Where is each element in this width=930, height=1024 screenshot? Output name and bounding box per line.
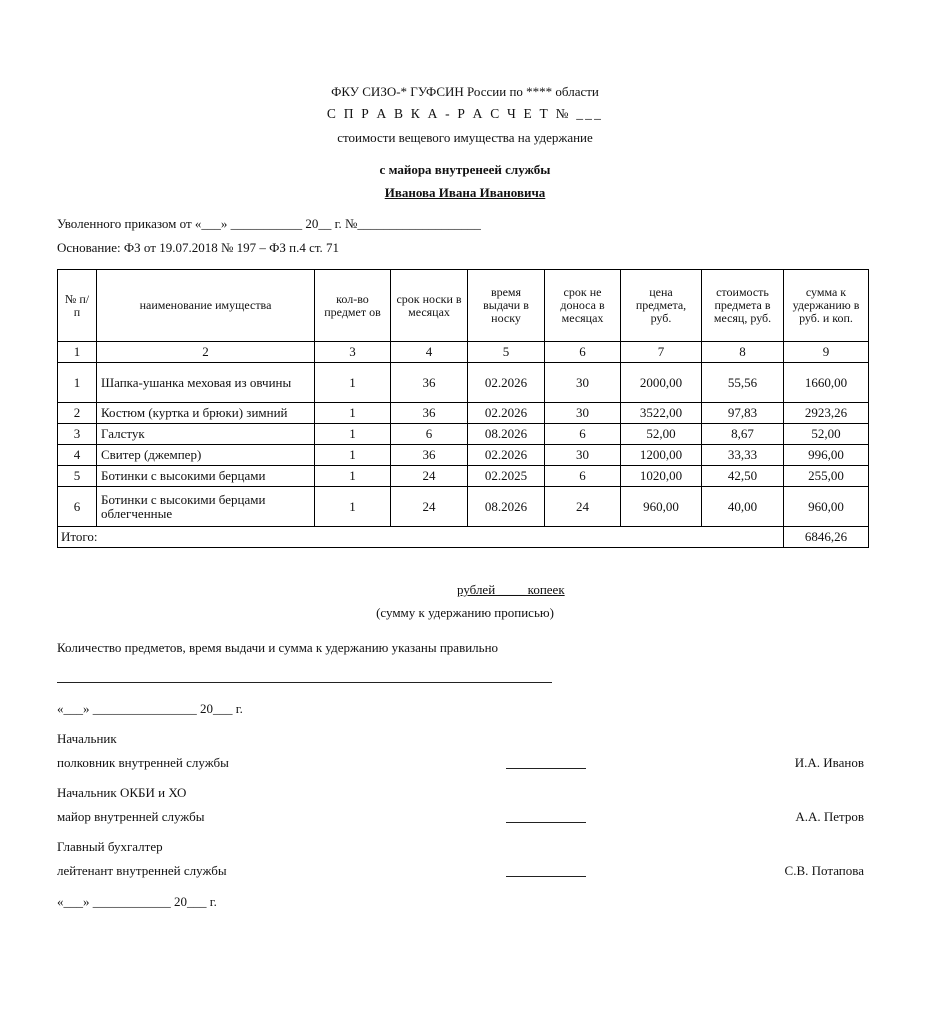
table-header-row <box>58 270 869 342</box>
sum-words-currency: рублей ____ копеек <box>457 582 565 597</box>
cell-quantity: 1 <box>315 487 391 527</box>
cell-wear-period: 36 <box>391 403 468 424</box>
column-number: 5 <box>468 342 545 363</box>
col-header-wear-period: срок носки в месяцах <box>391 270 468 342</box>
column-number: 7 <box>621 342 702 363</box>
cell-item-name: Ботинки с высокими берцами облегченные <box>97 487 315 527</box>
cell-issue-date: 08.2026 <box>468 487 545 527</box>
cell-deduction-sum: 960,00 <box>784 487 869 527</box>
cell-quantity: 1 <box>315 445 391 466</box>
cell-remaining-period: 24 <box>545 487 621 527</box>
cell-number: 6 <box>58 487 97 527</box>
cell-number: 3 <box>58 424 97 445</box>
signatory-name: С.В. Потапова <box>784 863 864 878</box>
signatory-rank: лейтенант внутренней службы <box>57 863 227 878</box>
cell-monthly-cost: 42,50 <box>702 466 784 487</box>
cell-price: 960,00 <box>621 487 702 527</box>
property-table <box>57 269 869 548</box>
total-row <box>58 527 869 548</box>
cell-price: 52,00 <box>621 424 702 445</box>
col-header-name: наименование имущества <box>97 270 315 342</box>
cell-quantity: 1 <box>315 403 391 424</box>
cell-quantity: 1 <box>315 363 391 403</box>
cell-item-name: Свитер (джемпер) <box>97 445 315 466</box>
col-header-number: № п/ п <box>58 270 97 342</box>
cell-remaining-period: 30 <box>545 403 621 424</box>
date-line-2: «___» ____________ 20___ г. <box>57 894 217 909</box>
column-number: 6 <box>545 342 621 363</box>
total-label: Итого: <box>58 527 784 548</box>
cell-remaining-period: 6 <box>545 466 621 487</box>
cell-monthly-cost: 8,67 <box>702 424 784 445</box>
cell-deduction-sum: 255,00 <box>784 466 869 487</box>
cell-monthly-cost: 40,00 <box>702 487 784 527</box>
table-row <box>58 403 869 424</box>
cell-number: 2 <box>58 403 97 424</box>
cell-monthly-cost: 33,33 <box>702 445 784 466</box>
signatory-rank: полковник внутренней службы <box>57 755 229 770</box>
cell-wear-period: 24 <box>391 487 468 527</box>
cell-issue-date: 08.2026 <box>468 424 545 445</box>
dismissal-order-line: Уволенного приказом от «___» ___________ 20__ г. №___________________ <box>57 216 481 231</box>
cell-number: 4 <box>58 445 97 466</box>
cell-price: 1020,00 <box>621 466 702 487</box>
col-header-price: цена предмета, руб. <box>621 270 702 342</box>
col-header-quantity: кол-во предмет ов <box>315 270 391 342</box>
cell-price: 2000,00 <box>621 363 702 403</box>
legal-basis-line: Основание: ФЗ от 19.07.2018 № 197 – ФЗ п.4 ст. 71 <box>57 240 340 255</box>
cell-issue-date: 02.2025 <box>468 466 545 487</box>
col-header-monthly-cost: стоимость предмета в месяц, руб. <box>702 270 784 342</box>
total-value: 6846,26 <box>784 527 869 548</box>
sum-in-words-caption: (сумму к удержанию прописью) <box>376 605 554 620</box>
signature-line <box>506 876 586 877</box>
column-number: 2 <box>97 342 315 363</box>
cell-monthly-cost: 97,83 <box>702 403 784 424</box>
col-header-remaining-period: срок не доноса в месяцах <box>545 270 621 342</box>
confirmation-text: Количество предметов, время выдачи и сумма к удержанию указаны правильно <box>57 640 499 655</box>
signatory-name: А.А. Петров <box>795 809 864 824</box>
cell-monthly-cost: 55,56 <box>702 363 784 403</box>
cell-item-name: Галстук <box>97 424 315 445</box>
cell-number: 1 <box>58 363 97 403</box>
column-number-row <box>58 342 869 363</box>
column-number: 4 <box>391 342 468 363</box>
cell-item-name: Костюм (куртка и брюки) зимний <box>97 403 315 424</box>
signatory-title: Начальник <box>57 731 117 746</box>
cell-price: 1200,00 <box>621 445 702 466</box>
cell-deduction-sum: 52,00 <box>784 424 869 445</box>
cell-quantity: 1 <box>315 424 391 445</box>
column-number: 1 <box>58 342 97 363</box>
column-number: 9 <box>784 342 869 363</box>
cell-deduction-sum: 2923,26 <box>784 403 869 424</box>
document-subtitle: стоимости вещевого имущества на удержание <box>337 130 593 145</box>
deduction-from: с майора внутренеей службы <box>379 162 551 177</box>
signatory-name: И.А. Иванов <box>794 755 864 770</box>
cell-issue-date: 02.2026 <box>468 445 545 466</box>
table-row <box>58 363 869 403</box>
signature-line <box>506 768 586 769</box>
person-name: Иванова Ивана Ивановича <box>384 185 546 200</box>
cell-wear-period: 24 <box>391 466 468 487</box>
table-row <box>58 424 869 445</box>
cell-wear-period: 36 <box>391 363 468 403</box>
cell-deduction-sum: 996,00 <box>784 445 869 466</box>
column-number: 3 <box>315 342 391 363</box>
confirmation-signature-line <box>57 682 552 683</box>
cell-wear-period: 36 <box>391 445 468 466</box>
cell-item-name: Шапка-ушанка меховая из овчины <box>97 363 315 403</box>
cell-item-name: Ботинки с высокими берцами <box>97 466 315 487</box>
table-row <box>58 445 869 466</box>
cell-quantity: 1 <box>315 466 391 487</box>
document-title: С П Р А В К А - Р А С Ч Е Т № ___ <box>326 106 604 121</box>
column-number: 8 <box>702 342 784 363</box>
signatory-title: Главный бухгалтер <box>57 839 163 854</box>
cell-issue-date: 02.2026 <box>468 363 545 403</box>
col-header-issue-date: время выдачи в носку <box>468 270 545 342</box>
cell-price: 3522,00 <box>621 403 702 424</box>
sum-in-words-line <box>57 582 565 598</box>
cell-wear-period: 6 <box>391 424 468 445</box>
date-line-1: «___» ________________ 20___ г. <box>57 701 243 716</box>
cell-deduction-sum: 1660,00 <box>784 363 869 403</box>
cell-remaining-period: 6 <box>545 424 621 445</box>
signatory-title: Начальник ОКБИ и ХО <box>57 785 187 800</box>
cell-issue-date: 02.2026 <box>468 403 545 424</box>
col-header-deduction-sum: сумма к удержанию в руб. и коп. <box>784 270 869 342</box>
signature-line <box>506 822 586 823</box>
signatory-rank: майор внутренней службы <box>57 809 205 824</box>
cell-remaining-period: 30 <box>545 363 621 403</box>
cell-remaining-period: 30 <box>545 445 621 466</box>
table-row <box>58 487 869 527</box>
organization-name: ФКУ СИЗО-* ГУФСИН России по **** области <box>331 84 599 99</box>
table-row <box>58 466 869 487</box>
cell-number: 5 <box>58 466 97 487</box>
